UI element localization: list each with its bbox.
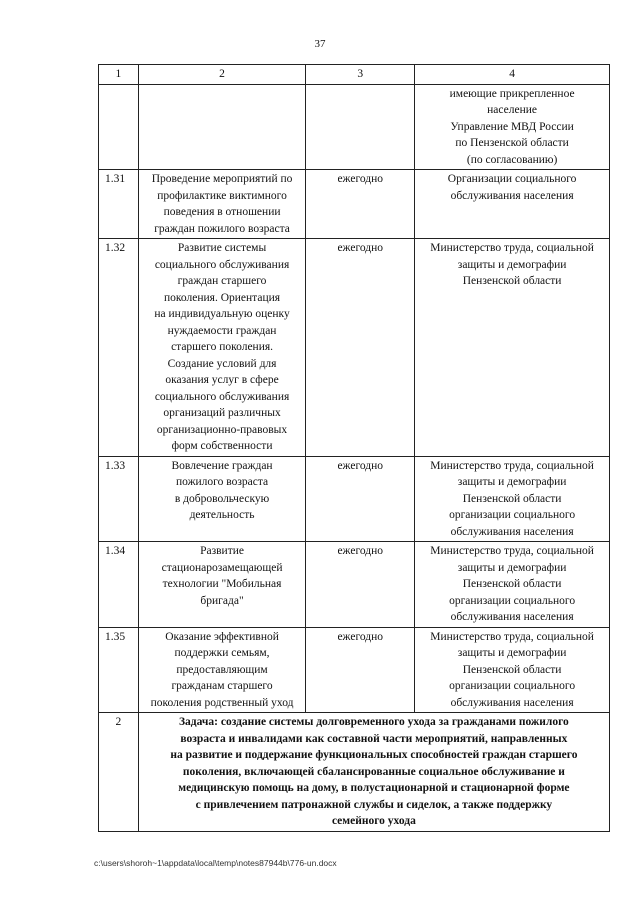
- cell-activity: [138, 239, 306, 457]
- table-row: [99, 170, 610, 239]
- task-text: Задача: создание системы долговременного ухода за гражданами пожилого возраста и инвалидами как составной части мероприятий, направленных на развитие и поддержание функциональных способностей граждан старшего поколения, включающей сбалансированные социальное обслуживание и медицинскую помощь на дому, в полустационарной и стационарной форме с привлечением патронажной службы и сиделок, а также поддержку семейного ухода: [170, 716, 578, 827]
- header-col-3: 3: [306, 65, 415, 85]
- activity-text: Развитие системы социального обслуживания граждан старшего поколения. Ориентация на индивидуальную оценку нуждаемости граждан старшего поколения. Создание условий для оказания услуг в сфере социального обслуживания организаций различных организационно-правовых форм собственности: [154, 242, 290, 452]
- cell-executor: [415, 627, 610, 713]
- cell-num: [99, 84, 139, 170]
- table-header-row: [99, 65, 610, 85]
- executor-text: Министерство труда, социальной защиты и демографии Пензенской области организации социального обслуживания населения: [430, 459, 594, 538]
- row-number: 1.34: [99, 542, 139, 628]
- table-row: [99, 627, 610, 713]
- continuation-row: [99, 84, 610, 170]
- cell-term: ежегодно: [306, 456, 415, 542]
- row-number: 1.32: [99, 239, 139, 457]
- cell-executor: [415, 170, 610, 239]
- cell-executor: [415, 239, 610, 457]
- cell-activity: [138, 84, 306, 170]
- cell-activity: [138, 456, 306, 542]
- activity-text: Проведение мероприятий по профилактике виктимного поведения в отношении граждан пожилого возраста: [151, 173, 293, 235]
- header-col-1: 1: [99, 65, 139, 85]
- task-row: [99, 713, 610, 832]
- activity-text: Оказание эффективной поддержки семьям, предоставляющим гражданам старшего поколения родственный уход: [150, 630, 294, 709]
- header-col-4: 4: [415, 65, 610, 85]
- activity-text: Развитие стационарозамещающей технологии "Мобильная бригада": [161, 545, 283, 607]
- table-row: [99, 542, 610, 628]
- task-number: 2: [99, 713, 139, 832]
- table-row: [99, 239, 610, 457]
- task-text-cell: [138, 713, 609, 832]
- cell-term: ежегодно: [306, 627, 415, 713]
- cell-activity: [138, 542, 306, 628]
- measures-table: [98, 64, 610, 832]
- executor-text: Организации социального обслуживания населения: [447, 173, 577, 202]
- table-row: [99, 456, 610, 542]
- cell-activity: [138, 627, 306, 713]
- header-col-2: 2: [138, 65, 306, 85]
- executor-text: Министерство труда, социальной защиты и демографии Пензенской области организации социального обслуживания населения: [430, 545, 594, 623]
- page-number: 37: [314, 38, 326, 50]
- cell-executor: [415, 542, 610, 628]
- cell-executor: [415, 84, 610, 170]
- activity-text: Вовлечение граждан пожилого возраста в добровольческую деятельность: [171, 459, 273, 521]
- row-number: 1.31: [99, 170, 139, 239]
- cell-executor: [415, 456, 610, 542]
- footer-file-path: c:\users\shoroh~1\appdata\local\temp\notes87944b\776-un.docx: [94, 858, 337, 868]
- cell-term: ежегодно: [306, 239, 415, 457]
- executor-text: Министерство труда, социальной защиты и демографии Пензенской области: [430, 242, 594, 287]
- cell-term: ежегодно: [306, 170, 415, 239]
- cell-activity: [138, 170, 306, 239]
- executor-text: Министерство труда, социальной защиты и демографии Пензенской области организации социального обслуживания населения: [430, 630, 594, 709]
- executor-text: имеющие прикрепленное население Управление МВД России по Пензенской области (по согласованию): [449, 87, 575, 166]
- cell-term: ежегодно: [306, 542, 415, 628]
- row-number: 1.35: [99, 627, 139, 713]
- cell-term: [306, 84, 415, 170]
- row-number: 1.33: [99, 456, 139, 542]
